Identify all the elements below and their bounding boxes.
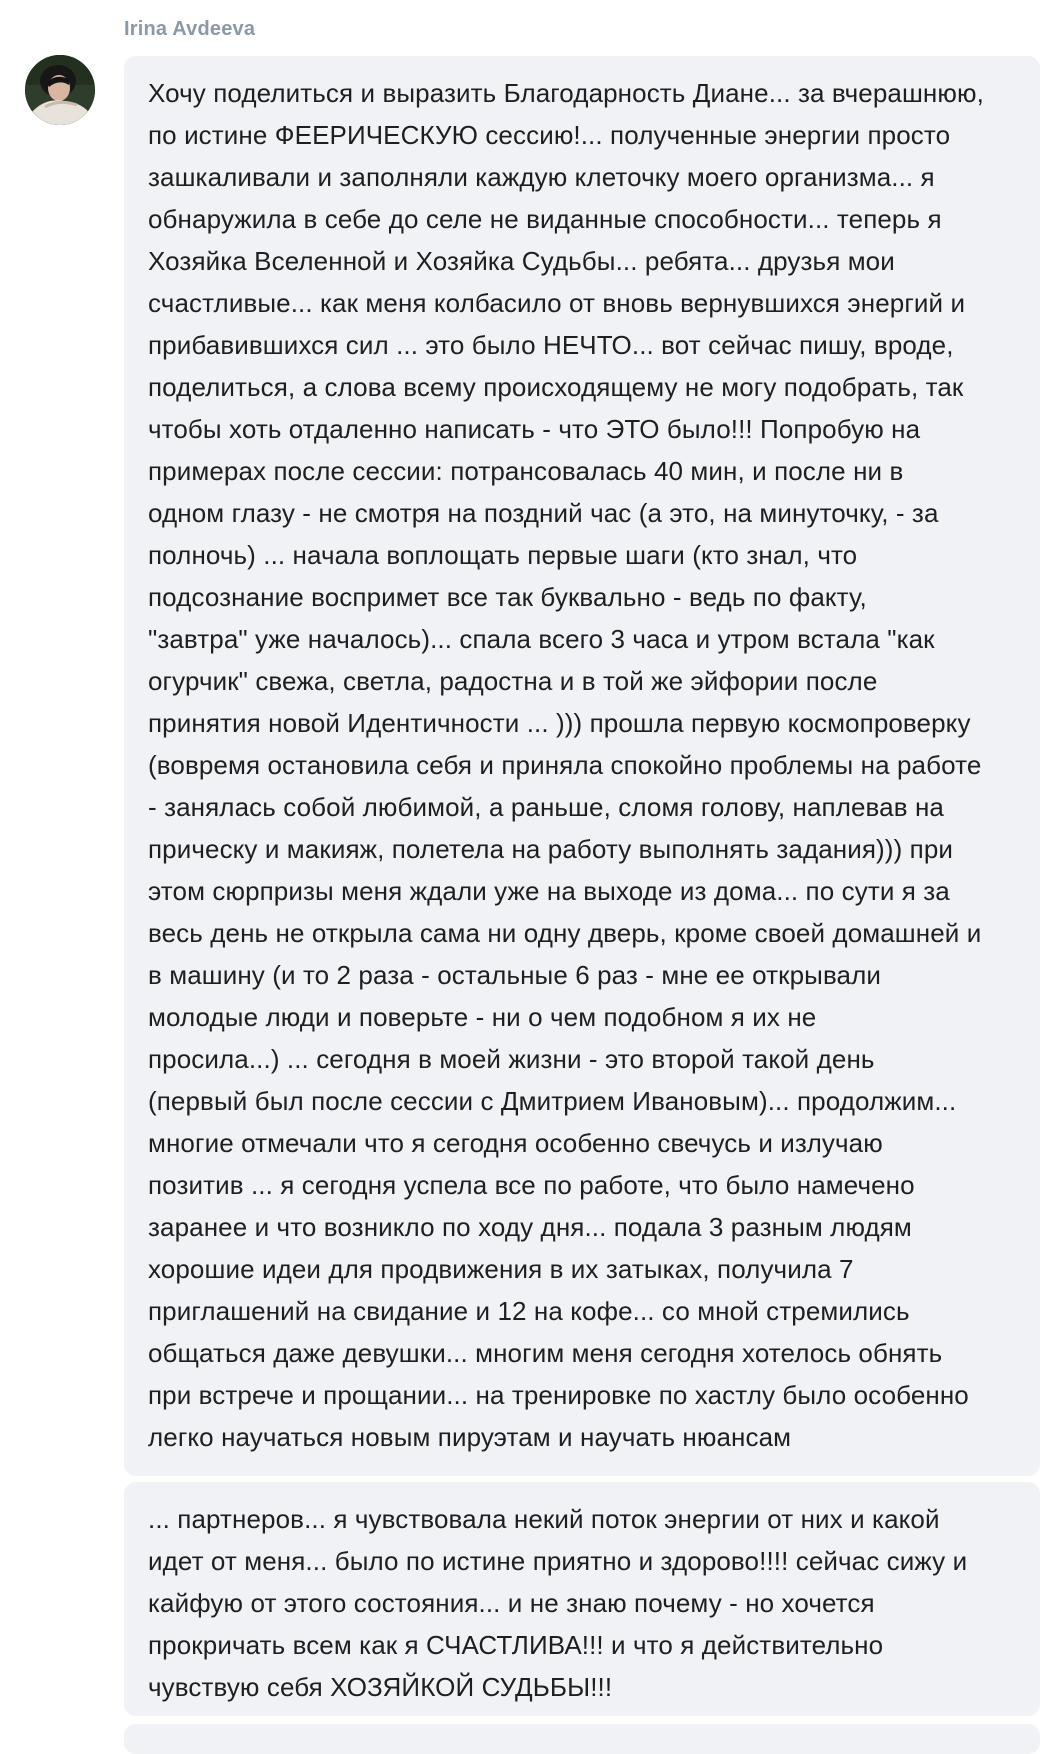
message-text-line: прокричать всем как я СЧАСТЛИВА!!! и что я действительно <box>148 1630 884 1660</box>
message-text-line: поделиться, а слова всему происходящему не могу подобрать, так <box>148 372 964 402</box>
message-text-line: (вовремя остановила себя и приняла спокойно проблемы на работе <box>148 750 982 780</box>
message-text-line: ... партнеров... я чувствовала некий поток энергии от них и какой <box>148 1504 940 1534</box>
message-text-line: обнаружила в себе до селе не виданные способности... теперь я <box>148 204 942 234</box>
message-text-line: кайфую от этого состояния... и не знаю почему - но хочется <box>148 1588 875 1618</box>
message-text-line: молодые люди и поверьте - ни о чем подобном я их не <box>148 1002 817 1032</box>
message-text-line: приглашений на свидание и 12 на кофе... со мной стремились <box>148 1296 910 1326</box>
message-bubble[interactable] <box>124 56 1040 1476</box>
message-text-line: хорошие идеи для продвижения в их затыках, получила 7 <box>148 1254 854 1284</box>
message-text-line: подсознание воспримет все так буквально - ведь по факту, <box>148 582 867 612</box>
message-text-line: позитив ... я сегодня успела все по работе, что было намечено <box>148 1170 915 1200</box>
message-text-line: многие отмечали что я сегодня особенно свечусь и излучаю <box>148 1128 883 1158</box>
message-text-line: легко научаться новым пируэтам и научать нюансам <box>148 1422 792 1452</box>
message-text-line: "завтра" уже началось)... спала всего 3 часа и утром встала "как <box>148 624 935 654</box>
message-text-line: Хозяйка Вселенной и Хозяйка Судьбы... ребята... друзья мои <box>148 246 895 276</box>
message-text-line: принятия новой Идентичности ... ))) прошла первую космопроверку <box>148 708 971 738</box>
message-text-line: счастливые... как меня колбасило от вновь вернувшихся энергий и <box>148 288 966 318</box>
message-text-line: прибавившихся сил ... это было НЕЧТО... вот сейчас пишу, вроде, <box>148 330 954 360</box>
message-text-line: одном глазу - не смотря на поздний час (а это, на минуточку, - за <box>148 498 939 528</box>
message-text-line: просила...) ... сегодня в моей жизни - это второй такой день <box>148 1044 875 1074</box>
message-text-line: - занялась собой любимой, а раньше, сломя голову, наплевав на <box>148 792 944 822</box>
message-text-line: чувствую себя ХОЗЯЙКОЙ СУДЬБЫ!!! <box>148 1672 613 1702</box>
message-text-line: весь день не открыла сама ни одну дверь, кроме своей домашней и <box>148 918 982 948</box>
sender-name[interactable]: Irina Avdeeva <box>124 18 256 40</box>
message-text-line: зашкаливали и заполняли каждую клеточку моего организма... я <box>148 162 935 192</box>
message-text-line: чтобы хоть отдаленно написать - что ЭТО было!!! Попробую на <box>148 414 921 444</box>
message-bubble[interactable] <box>124 1724 1040 1754</box>
message-text-line: огурчик" свежа, светла, радостна и в той же эйфории после <box>148 666 878 696</box>
message-text-line: прическу и макияж, полетела на работу выполнять задания))) при <box>148 834 954 864</box>
message-text-line: по истине ФЕЕРИЧЕСКУЮ сессию!... полученные энергии просто <box>148 120 951 150</box>
message-text-line: (первый был после сессии с Дмитрием Ивановым)... продолжим... <box>148 1086 957 1116</box>
message-text-line: при встрече и прощании... на тренировке по хастлу было особенно <box>148 1380 969 1410</box>
message-text-line: примерах после сессии: потрансовалась 40 мин, и после ни в <box>148 456 904 486</box>
message-text-line: общаться даже девушки... многим меня сегодня хотелось обнять <box>148 1338 943 1368</box>
avatar[interactable] <box>25 55 95 125</box>
message-text-line: этом сюрпризы меня ждали уже на выходе из дома... по сути я за <box>148 876 950 906</box>
avatar-image <box>25 55 95 125</box>
message-text-line: Хочу поделиться и выразить Благодарность Диане... за вчерашнюю, <box>148 78 984 108</box>
message-text-line: заранее и что возникло по ходу дня... подала 3 разным людям <box>148 1212 912 1242</box>
message-text-line: в машину (и то 2 раза - остальные 6 раз - мне ее открывали <box>148 960 882 990</box>
message-text-line: полночь) ... начала воплощать первые шаги (кто знал, что <box>148 540 858 570</box>
message-text-line: идет от меня... было по истине приятно и здорово!!!! сейчас сижу и <box>148 1546 968 1576</box>
message-bubble[interactable] <box>124 1482 1040 1716</box>
